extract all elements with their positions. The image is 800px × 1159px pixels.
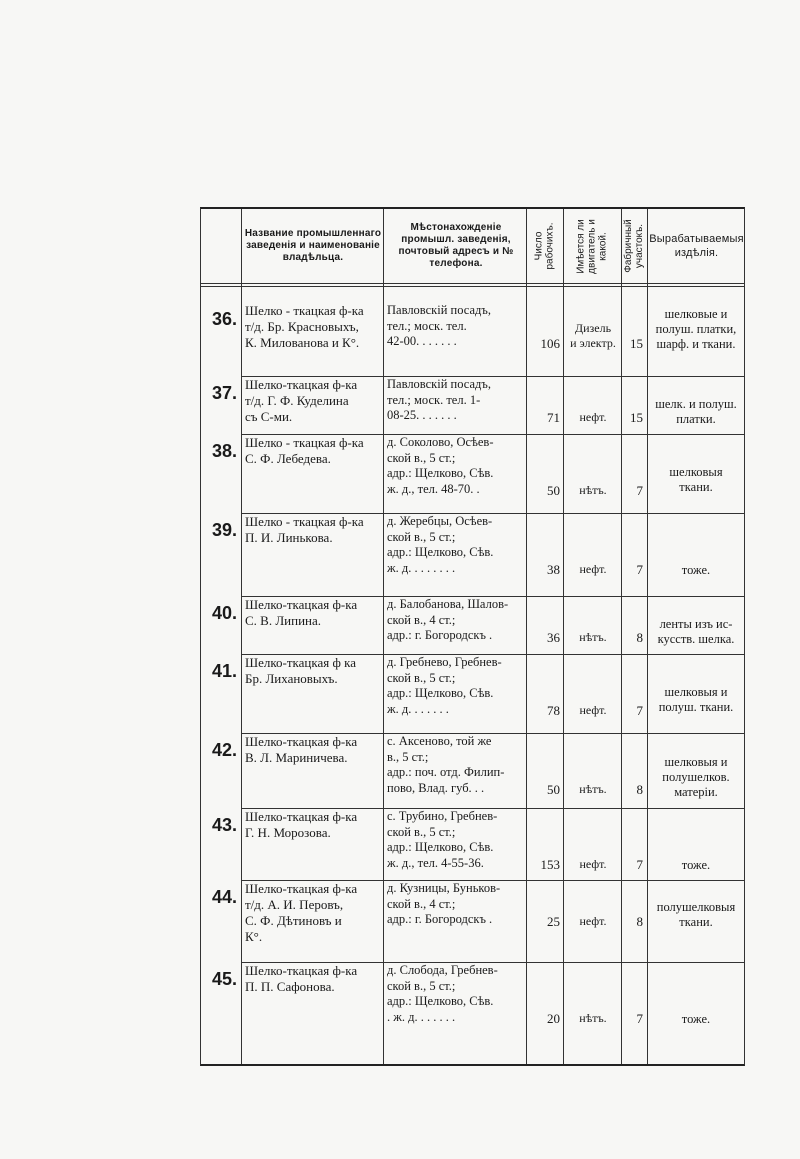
factory-name: [245, 809, 381, 841]
text-line: адр.: г. Богородскъ .: [387, 912, 493, 926]
header-district-text: Фабричный участокъ.: [623, 219, 646, 273]
text-line: С. В. Липина.: [245, 613, 322, 628]
workers-count: 50: [547, 782, 560, 797]
row-separator: [241, 733, 744, 734]
text-line: Шелко-ткацкая ф-ка: [245, 881, 358, 896]
text-line: ленты изъ ис-: [659, 616, 733, 631]
text-line: полушелковыя: [656, 899, 736, 914]
text-line: ской в., 5 ст.;: [387, 529, 456, 544]
engine-type: [565, 321, 621, 351]
factory-location: [387, 303, 523, 350]
text-line: ской в., 5 ст.;: [387, 670, 456, 685]
text-line: полуш. ткани.: [658, 700, 734, 714]
text-line: нефт.: [579, 703, 607, 717]
header-separator: [201, 283, 744, 284]
products: [648, 397, 744, 427]
row-separator: [241, 808, 744, 809]
text-line: д. Гребнево, Гребнев-: [387, 655, 502, 669]
text-line: адр.: Щелково, Сѣв.: [387, 994, 494, 1008]
row-separator: [241, 513, 744, 514]
text-line: тел.; моск. тел. 1-: [387, 392, 481, 407]
text-line: 42-00. . . . . . .: [387, 334, 457, 348]
row-separator: [241, 880, 744, 881]
text-line: ской в., 5 ст.;: [387, 450, 456, 465]
table-row: [201, 881, 744, 962]
text-line: платки.: [676, 411, 716, 426]
header-products: [649, 209, 744, 283]
text-line: В. Л. Мариничева.: [245, 750, 348, 765]
text-line: полушелков.: [662, 769, 730, 784]
row-separator: [241, 654, 744, 655]
text-line: адр.: Щелково, Сѣв.: [387, 545, 494, 559]
text-line: К°.: [245, 929, 263, 944]
row-number: 36.: [211, 309, 237, 329]
text-line: шарф. и ткани.: [656, 336, 736, 351]
text-line: ской в., 4 ст.;: [387, 612, 456, 627]
workers-count: 153: [540, 857, 560, 872]
factory-location: [387, 514, 523, 576]
factory-district: 8: [636, 913, 643, 929]
text-line: Шелко - ткацкая ф-ка: [245, 435, 364, 450]
products: [648, 685, 744, 715]
header-engine: [563, 209, 621, 283]
products: [648, 1012, 744, 1027]
factory-name: [245, 597, 381, 629]
workers-count: 25: [547, 913, 560, 929]
factory-name: [245, 435, 381, 467]
text-line: ж. д., тел. 48-70. .: [387, 481, 480, 496]
products: [648, 858, 744, 873]
text-line: нѣтъ.: [579, 629, 607, 644]
text-line: С. Ф. Лебедева.: [245, 451, 331, 466]
header-engine-text: Имѣется ли двигатель и какой.: [575, 218, 609, 274]
factory-district: 7: [636, 562, 643, 577]
row-number: 38.: [211, 441, 237, 461]
products: [648, 900, 744, 930]
text-line: . ж. д. . . . . . .: [387, 1009, 456, 1024]
header-separator: [201, 286, 744, 287]
text-line: Павловскій посадъ,: [387, 377, 491, 391]
products: [648, 563, 744, 578]
table-row: [201, 303, 744, 376]
products: [648, 755, 744, 800]
text-line: д. Балобанова, Шалов-: [387, 597, 509, 611]
text-line: д. Соколово, Осѣев-: [387, 435, 494, 449]
workers-count: 38: [547, 562, 560, 577]
row-number: 40.: [211, 603, 237, 623]
engine-type: [565, 703, 621, 718]
table-row: [201, 597, 744, 654]
factory-name: [245, 377, 381, 425]
header-district: [621, 209, 647, 283]
row-separator: [241, 376, 744, 377]
text-line: полуш. платки,: [655, 321, 737, 336]
text-line: пово, Влад. губ. . .: [387, 780, 485, 795]
header-location-text: Мѣстонахожденіе промышл. заведенія, почтовый адресъ и № телефона.: [398, 222, 514, 269]
table-row: [201, 514, 744, 596]
text-line: Шелко - ткацкая ф-ка: [245, 514, 364, 529]
text-line: д. Жеребцы, Осѣев-: [387, 514, 493, 528]
factory-name: [245, 881, 381, 945]
factory-location: [387, 963, 523, 1025]
text-line: тоже.: [681, 563, 711, 577]
table-row: [201, 809, 744, 880]
row-separator: [241, 962, 744, 963]
text-line: 08-25. . . . . . .: [387, 408, 457, 422]
text-line: ткани.: [679, 914, 713, 929]
factory-location: [387, 435, 523, 497]
header-name-text: Название промышленнаго заведенія и наименованіе владѣльца.: [244, 228, 382, 263]
text-line: Г. Н. Морозова.: [245, 825, 331, 840]
text-line: ской в., 5 ст.;: [387, 824, 456, 839]
text-line: т/д. Бр. Красновыхъ,: [245, 319, 359, 334]
factory-name: [245, 734, 381, 766]
engine-type: [565, 782, 621, 797]
table-row: [201, 377, 744, 434]
row-number: 44.: [211, 887, 237, 907]
workers-count: 106: [540, 335, 560, 351]
text-line: Шелко-ткацкая ф-ка: [245, 809, 358, 824]
engine-type: [565, 914, 621, 929]
text-line: ж. д. . . . . . . .: [387, 560, 456, 575]
text-line: и электр.: [570, 335, 616, 350]
factory-district: 8: [636, 782, 643, 797]
text-line: тоже.: [681, 1012, 711, 1026]
header-workers-text: Число рабочихъ.: [533, 222, 556, 270]
text-line: тел.; моск. тел.: [387, 318, 467, 333]
text-line: Шелко-ткацкая ф-ка: [245, 734, 358, 749]
row-number: 42.: [211, 740, 237, 760]
text-line: шелк. и полуш.: [655, 396, 737, 411]
factory-district: 7: [636, 483, 643, 498]
row-number: 43.: [211, 815, 237, 835]
text-line: адр.: Щелково, Сѣв.: [387, 840, 494, 854]
row-number: 37.: [211, 383, 237, 403]
workers-count: 20: [547, 1011, 560, 1026]
text-line: нефт.: [579, 409, 607, 424]
workers-count: 36: [547, 629, 560, 645]
text-line: ской в., 4 ст.;: [387, 896, 456, 911]
text-line: П. П. Сафонова.: [245, 979, 335, 994]
engine-type: [565, 410, 621, 425]
workers-count: 78: [547, 703, 560, 718]
header-products-text: Вырабатываемыя издѣлія.: [649, 233, 744, 259]
factory-name: [245, 963, 381, 995]
engine-type: [565, 630, 621, 645]
factory-district: 7: [636, 1011, 643, 1026]
text-line: т/д. А. И. Перовъ,: [245, 897, 344, 912]
factory-location: [387, 881, 523, 928]
engine-type: [565, 1011, 621, 1026]
factory-register-table: [200, 207, 745, 1066]
products: [648, 465, 744, 495]
row-separator: [241, 434, 744, 435]
factory-location: [387, 809, 523, 871]
text-line: в., 5 ст.;: [387, 749, 429, 764]
text-line: нѣтъ.: [579, 1011, 607, 1025]
table-row: [201, 734, 744, 808]
text-line: С. Ф. Дѣтиновъ и: [245, 913, 342, 928]
products: [648, 617, 744, 647]
header-name: [243, 209, 383, 283]
text-line: т/д. Г. Ф. Куделина: [245, 393, 349, 408]
factory-district: 7: [636, 857, 643, 872]
text-line: Шелко-ткацкая ф-ка: [245, 597, 358, 612]
text-line: матеріи.: [674, 784, 718, 799]
text-line: нѣтъ.: [579, 483, 607, 497]
text-line: съ С-ми.: [245, 409, 293, 424]
engine-type: [565, 483, 621, 498]
table-row: [201, 435, 744, 513]
row-number: 39.: [211, 520, 237, 540]
text-line: П. И. Линькова.: [245, 530, 333, 545]
table-row: [201, 963, 744, 1064]
factory-district: 15: [630, 335, 643, 351]
text-line: Шелко-ткацкая ф-ка: [245, 963, 358, 978]
header-location: [387, 209, 525, 283]
row-number: 41.: [211, 661, 237, 681]
factory-district: 8: [636, 629, 643, 645]
factory-location: [387, 734, 523, 796]
engine-type: [565, 562, 621, 577]
text-line: нѣтъ.: [579, 782, 607, 796]
factory-location: [387, 377, 523, 424]
text-line: Шелко-ткацкая ф-ка: [245, 377, 358, 392]
text-line: кусств. шелка.: [657, 631, 735, 646]
workers-count: 50: [547, 483, 560, 498]
text-line: шелковыя и: [664, 685, 728, 699]
text-line: Шелко-ткацкая ф ка: [245, 655, 357, 670]
factory-location: [387, 655, 523, 717]
text-line: с. Аксеново, той же: [387, 734, 492, 748]
text-line: нефт.: [579, 562, 607, 576]
text-line: Дизель: [574, 320, 612, 335]
text-line: шелковыя: [669, 465, 723, 479]
factory-district: 15: [630, 409, 643, 425]
factory-district: 7: [636, 703, 643, 718]
workers-count: 71: [547, 409, 560, 425]
text-line: Павловскій посадъ,: [387, 303, 491, 317]
text-line: К. Милованова и К°.: [245, 335, 360, 350]
text-line: адр.: г. Богородскъ .: [387, 628, 493, 642]
factory-location: [387, 597, 523, 644]
text-line: ткани.: [679, 480, 713, 494]
text-line: ж. д., тел. 4-55-36.: [387, 855, 484, 870]
row-number: 45.: [211, 969, 237, 989]
factory-name: [245, 655, 381, 687]
text-line: шелковые и: [664, 306, 728, 321]
text-line: нефт.: [579, 913, 607, 928]
text-line: адр.: Щелково, Сѣв.: [387, 466, 494, 480]
text-line: с. Трубино, Гребнев-: [387, 809, 498, 823]
text-line: д. Кузницы, Буньков-: [387, 881, 501, 895]
text-line: нефт.: [579, 857, 607, 871]
text-line: ж. д. . . . . . .: [387, 701, 449, 716]
engine-type: [565, 857, 621, 872]
text-line: д. Слобода, Гребнев-: [387, 963, 498, 977]
text-line: Шелко - ткацкая ф-ка: [245, 303, 364, 318]
table-row: [201, 655, 744, 733]
factory-name: [245, 303, 381, 351]
factory-name: [245, 514, 381, 546]
products: [648, 307, 744, 352]
text-line: ской в., 5 ст.;: [387, 978, 456, 993]
text-line: адр.: поч. отд. Филип-: [387, 765, 505, 779]
text-line: тоже.: [681, 858, 711, 872]
text-line: адр.: Щелково, Сѣв.: [387, 686, 494, 700]
header-workers: [526, 209, 563, 283]
text-line: шелковыя и: [664, 754, 728, 769]
row-separator: [241, 596, 744, 597]
text-line: Бр. Лихановыхъ.: [245, 671, 338, 686]
